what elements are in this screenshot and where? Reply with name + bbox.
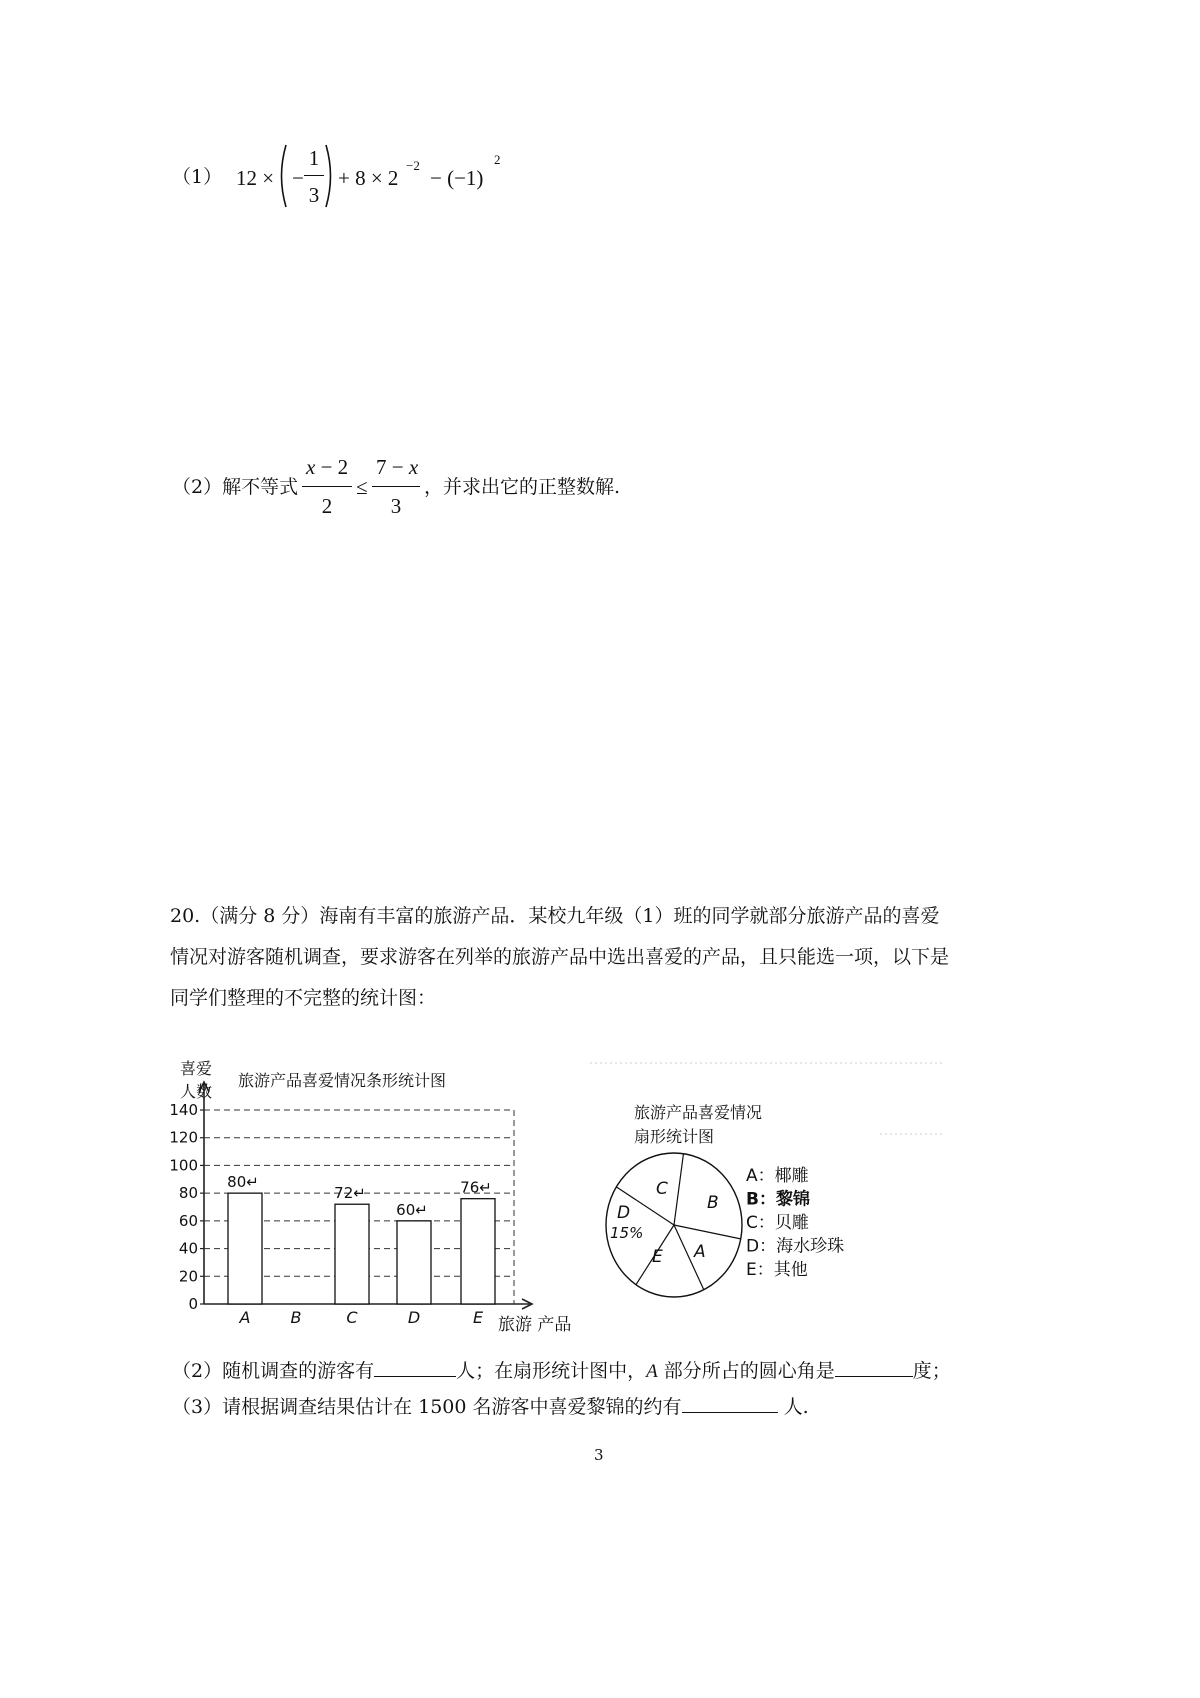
y-tick-label: 80 (178, 1184, 198, 1203)
bar-chart (168, 1050, 608, 1350)
pie-slice-label: D (617, 1203, 631, 1223)
pie-percent-label: 15% (610, 1224, 644, 1242)
var-x-1: x (306, 455, 316, 479)
frac-den: 3 (308, 183, 320, 207)
pie-slice-label: E (652, 1247, 663, 1267)
pie-slice-label: C (656, 1179, 668, 1199)
answer-blank-visitors[interactable] (374, 1358, 456, 1377)
frac2-num-a: 7 − (376, 455, 409, 479)
category-label: B (290, 1308, 302, 1327)
category-label: D (407, 1308, 421, 1327)
var-x-2: x (408, 455, 419, 479)
legend-item: E：其他 (746, 1260, 808, 1280)
bar-A (228, 1193, 262, 1304)
q19-part1-expr-b: + 8 × 2 (338, 166, 399, 190)
q20-sub3 (172, 1394, 809, 1417)
exponent-c: 2 (494, 152, 501, 167)
category-label: E (472, 1308, 484, 1327)
answer-blank-estimate[interactable] (682, 1394, 778, 1413)
q20-sub2-c: 部分所占的圆心角是 (657, 1360, 835, 1382)
frac1-den: 2 (321, 494, 333, 518)
y-tick-label: 0 (188, 1295, 198, 1313)
bar-value-label: 72↵ (334, 1184, 366, 1203)
q20-sub2-b: 人；在扇形统计图中， (456, 1360, 647, 1382)
legend-item: D：海水珍珠 (746, 1236, 845, 1257)
frac1-num-rest: − 2 (315, 455, 349, 479)
frac2-den: 3 (390, 494, 402, 518)
le-sign: ≤ (356, 475, 368, 499)
q19-part1-expr-a: 12 × (236, 166, 275, 190)
q19-part2-tail: ，并求出它的正整数解. (424, 476, 621, 498)
q20-sub3-b: 人. (777, 1396, 809, 1418)
pie-title: 扇形统计图 (634, 1127, 715, 1146)
legend-item: A：椰雕 (746, 1166, 809, 1186)
bar-D (397, 1221, 431, 1304)
frac-bar (304, 175, 324, 176)
pie-slice-label: B (707, 1193, 719, 1213)
pie-title: 旅游产品喜爱情况 (634, 1103, 763, 1122)
bar-value-label: 60↵ (396, 1200, 428, 1219)
pie-chart (590, 1060, 950, 1330)
bar-value-label: 76↵ (460, 1178, 492, 1197)
chart-title: 旅游产品喜爱情况条形统计图 (238, 1071, 447, 1090)
y-tick-label: 140 (169, 1101, 198, 1119)
y-tick-label: 20 (178, 1267, 198, 1286)
x-axis-label: 旅游 产品 (498, 1315, 572, 1335)
bar-value-label: 80↵ (227, 1173, 259, 1192)
bar-E (461, 1199, 495, 1304)
frac1-bar (302, 486, 352, 487)
q19-part1-expr-c: − (−1) (430, 166, 484, 190)
answer-blank-angle[interactable] (835, 1358, 913, 1377)
q20-sub2-d: 度； (912, 1360, 951, 1382)
y-axis-label: 人数 (180, 1082, 213, 1101)
legend-item: C：贝雕 (746, 1213, 809, 1233)
legend-item: B：黎锦 (746, 1189, 810, 1210)
bar-C (335, 1204, 369, 1304)
q20-sub2-a: （2）随机调查的游客有 (172, 1360, 375, 1382)
pie-slice-label: A (694, 1242, 706, 1262)
y-tick-label: 40 (178, 1239, 198, 1258)
q20-sub3-a: （3）请根据调查结果估计在 1500 名游客中喜爱黎锦的约有 (172, 1396, 682, 1418)
frac-num: 1 (308, 146, 320, 170)
y-tick-label: 120 (169, 1128, 198, 1147)
frac2-bar (372, 486, 420, 487)
q20-intro: 20.（满分 8 分）海南有丰富的旅游产品．某校九年级（1）班的同学就部分旅游产品的喜爱情况对游客随机调查，要求游客在列举的旅游产品中选出喜爱的产品，且只能选一项，以下是同学们整理的不完整的统计图： (170, 905, 950, 1009)
category-label: A (239, 1308, 251, 1327)
y-axis-label: 喜爱 (180, 1059, 213, 1078)
q19-part2-label: （2）解不等式 (172, 476, 299, 498)
category-label: C (346, 1308, 358, 1327)
q20-sub2 (172, 1358, 951, 1381)
q19-part1-label: （1） (172, 166, 223, 188)
exponent-b: −2 (406, 158, 420, 173)
frac-minus: − (292, 166, 304, 190)
page-number: 3 (594, 1446, 604, 1464)
y-tick-label: 100 (169, 1156, 198, 1175)
y-tick-label: 60 (178, 1211, 198, 1230)
q20-sub2-var: A (646, 1361, 658, 1382)
